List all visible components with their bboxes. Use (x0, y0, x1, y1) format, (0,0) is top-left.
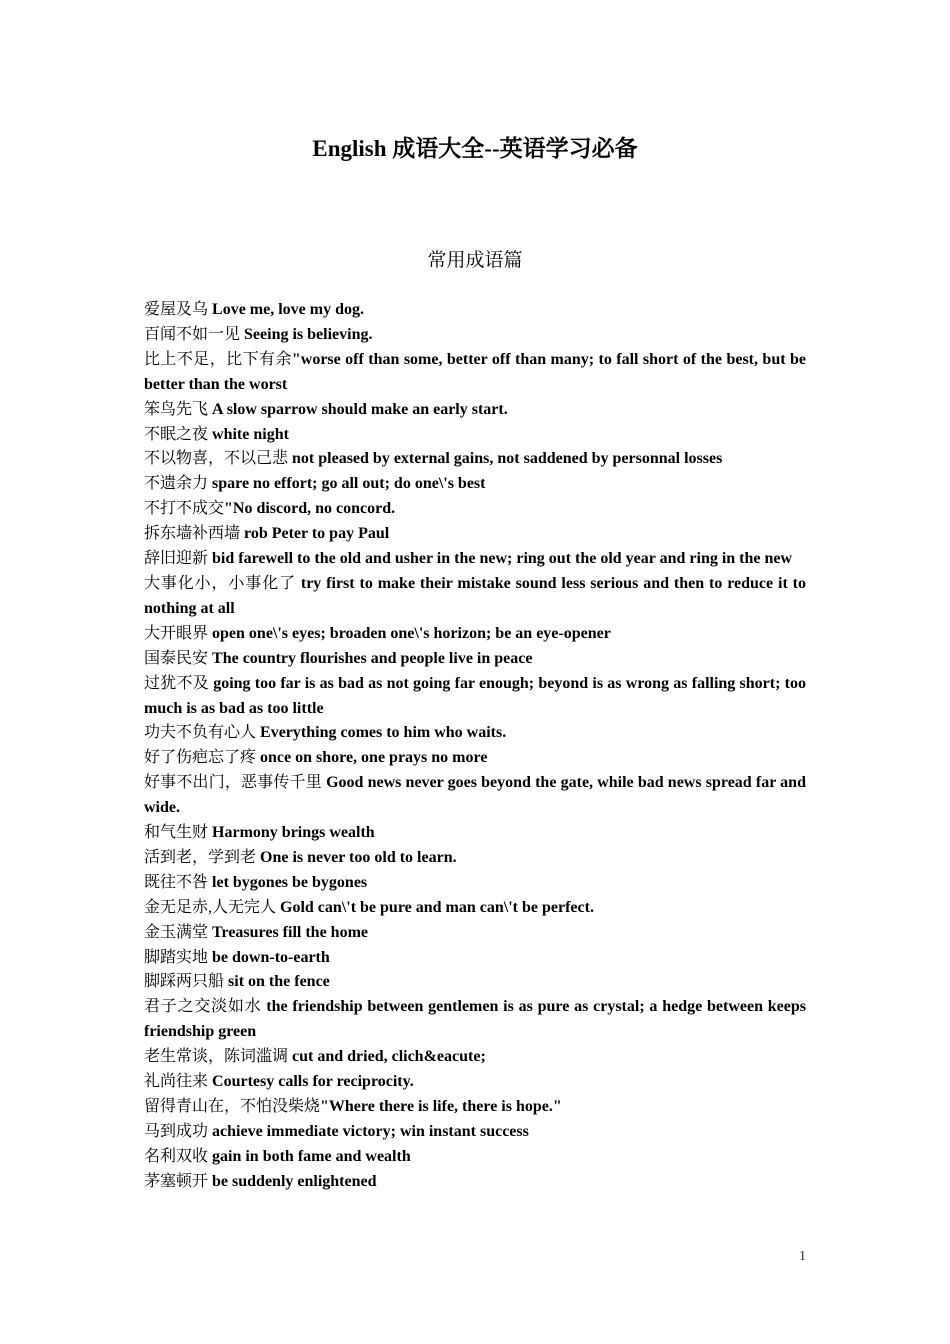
idiom-chinese: 大事化小，小事化了 (144, 574, 296, 592)
idiom-entry (144, 1070, 806, 1095)
idiom-chinese: 过犹不及 (144, 674, 209, 692)
idiom-english: spare no effort; go all out; do one\'s best (208, 475, 486, 493)
idiom-entry (144, 995, 806, 1045)
idiom-english: let bygones be bygones (208, 873, 368, 891)
idiom-chinese: 和气生财 (144, 824, 209, 842)
idiom-english: the friendship between gentlemen is as pure as crystal; a hedge between keeps friendship green (144, 998, 806, 1041)
idiom-chinese: 既往不咎 (144, 873, 209, 891)
idiom-entry (144, 323, 806, 348)
idiom-chinese: 名利双收 (144, 1147, 209, 1165)
idiom-english: Love me, love my dog. (208, 301, 364, 318)
idiom-chinese: 辞旧迎新 (144, 550, 209, 568)
idiom-entry (144, 946, 806, 971)
idiom-english: "worse off than some, better off than many; to fall short of the best, but be better than the worst (144, 350, 806, 393)
idiom-english: "No discord, no concord. (224, 500, 396, 518)
idiom-entry (144, 1170, 806, 1195)
idiom-entry (144, 298, 806, 323)
idiom-chinese: 大开眼界 (144, 624, 209, 642)
idiom-english: rob Peter to pay Paul (240, 525, 390, 543)
idiom-entry (144, 896, 806, 921)
idiom-english: bid farewell to the old and usher in the new; ring out the old year and ring in the new (208, 550, 793, 568)
idiom-chinese: 拆东墙补西墙 (144, 525, 241, 543)
idiom-entry (144, 1145, 806, 1170)
idiom-entry (144, 497, 806, 522)
idiom-entry (144, 622, 806, 647)
idiom-english: A slow sparrow should make an early start. (208, 400, 508, 418)
idiom-entry (144, 1095, 806, 1120)
idiom-chinese: 不打不成交 (144, 500, 225, 518)
idiom-english: Treasures fill the home (208, 923, 368, 941)
idiom-chinese: 比上不足，比下有余 (144, 350, 292, 368)
idiom-english: going too far is as bad as not going far enough; beyond is as wrong as falling short; too much is as bad as too little (144, 674, 806, 717)
idiom-chinese: 脚踩两只船 (144, 973, 225, 991)
idiom-english: once on shore, one prays no more (256, 749, 488, 767)
idiom-entry (144, 821, 806, 846)
idiom-chinese: 不以物喜，不以己悲 (144, 450, 289, 468)
idiom-english: Good news never goes beyond the gate, while bad news spread far and wide. (144, 774, 806, 817)
idiom-chinese: 活到老，学到老 (144, 848, 257, 866)
idiom-english: Everything comes to him who waits. (256, 724, 507, 742)
idiom-english: Gold can\'t be pure and man can\'t be perfect. (276, 898, 594, 916)
idiom-english: achieve immediate victory; win instant success (208, 1122, 529, 1140)
idiom-chinese: 老生常谈，陈词滥调 (144, 1048, 289, 1066)
idiom-chinese: 好了伤疤忘了疼 (144, 749, 257, 767)
idiom-chinese: 不遗余力 (144, 475, 209, 493)
idiom-entry (144, 522, 806, 547)
document-title: English 成语大全--英语学习必备 (312, 136, 638, 161)
idiom-entry (144, 771, 806, 821)
idiom-entry (144, 1120, 806, 1145)
idiom-chinese: 功夫不负有心人 (144, 724, 257, 742)
idiom-english: white night (208, 425, 289, 443)
idiom-english: gain in both fame and wealth (208, 1147, 411, 1165)
idiom-entry (144, 672, 806, 722)
idiom-chinese: 不眠之夜 (144, 425, 209, 443)
idiom-english: One is never too old to learn. (256, 848, 457, 866)
idiom-chinese: 国泰民安 (144, 649, 209, 667)
page-number: 1 (799, 1249, 806, 1264)
idiom-entry (144, 547, 806, 572)
idiom-english: Seeing is believing. (240, 325, 373, 343)
idiom-entry (144, 721, 806, 746)
idiom-chinese: 好事不出门，恶事传千里 (144, 774, 322, 792)
idiom-english: be suddenly enlightened (208, 1172, 377, 1190)
idiom-chinese: 礼尚往来 (144, 1073, 209, 1091)
idiom-entry (144, 846, 806, 871)
idiom-entry (144, 348, 806, 398)
idiom-english: "Where there is life, there is hope." (320, 1098, 562, 1115)
idiom-english: try first to make their mistake sound less serious and then to reduce it to nothing at all (144, 574, 806, 617)
idiom-entry (144, 871, 806, 896)
idiom-entry (144, 447, 806, 472)
idiom-english: The country flourishes and people live in peace (208, 649, 533, 667)
idiom-entry (144, 746, 806, 771)
idiom-chinese: 马到成功 (144, 1122, 209, 1140)
idiom-chinese: 爱屋及乌 (144, 301, 209, 318)
idiom-english: be down-to-earth (208, 948, 330, 966)
idiom-entry (144, 472, 806, 497)
idiom-english: not pleased by external gains, not saddened by personnal losses (288, 450, 723, 468)
idiom-english: cut and dried, clich&eacute; (288, 1048, 486, 1066)
idiom-chinese: 脚踏实地 (144, 948, 209, 966)
idiom-chinese: 茅塞顿开 (144, 1172, 209, 1190)
idiom-chinese: 百闻不如一见 (144, 325, 241, 343)
idiom-entry (144, 970, 806, 995)
idiom-english: open one\'s eyes; broaden one\'s horizon; be an eye-opener (208, 624, 611, 642)
idiom-chinese: 笨鸟先飞 (144, 400, 209, 418)
idiom-entry (144, 921, 806, 946)
idiom-list (144, 298, 806, 1195)
idiom-english: Courtesy calls for reciprocity. (208, 1073, 414, 1091)
idiom-entry (144, 1045, 806, 1070)
idiom-entry (144, 423, 806, 448)
section-title: 常用成语篇 (427, 250, 523, 271)
idiom-entry (144, 647, 806, 672)
idiom-chinese: 金无足赤,人无完人 (144, 898, 277, 916)
idiom-entry (144, 572, 806, 622)
idiom-chinese: 留得青山在，不怕没柴烧 (144, 1098, 321, 1115)
idiom-chinese: 君子之交淡如水 (144, 998, 262, 1016)
idiom-entry (144, 398, 806, 423)
idiom-english: sit on the fence (224, 973, 330, 991)
idiom-chinese: 金玉满堂 (144, 923, 209, 941)
idiom-english: Harmony brings wealth (208, 824, 375, 842)
